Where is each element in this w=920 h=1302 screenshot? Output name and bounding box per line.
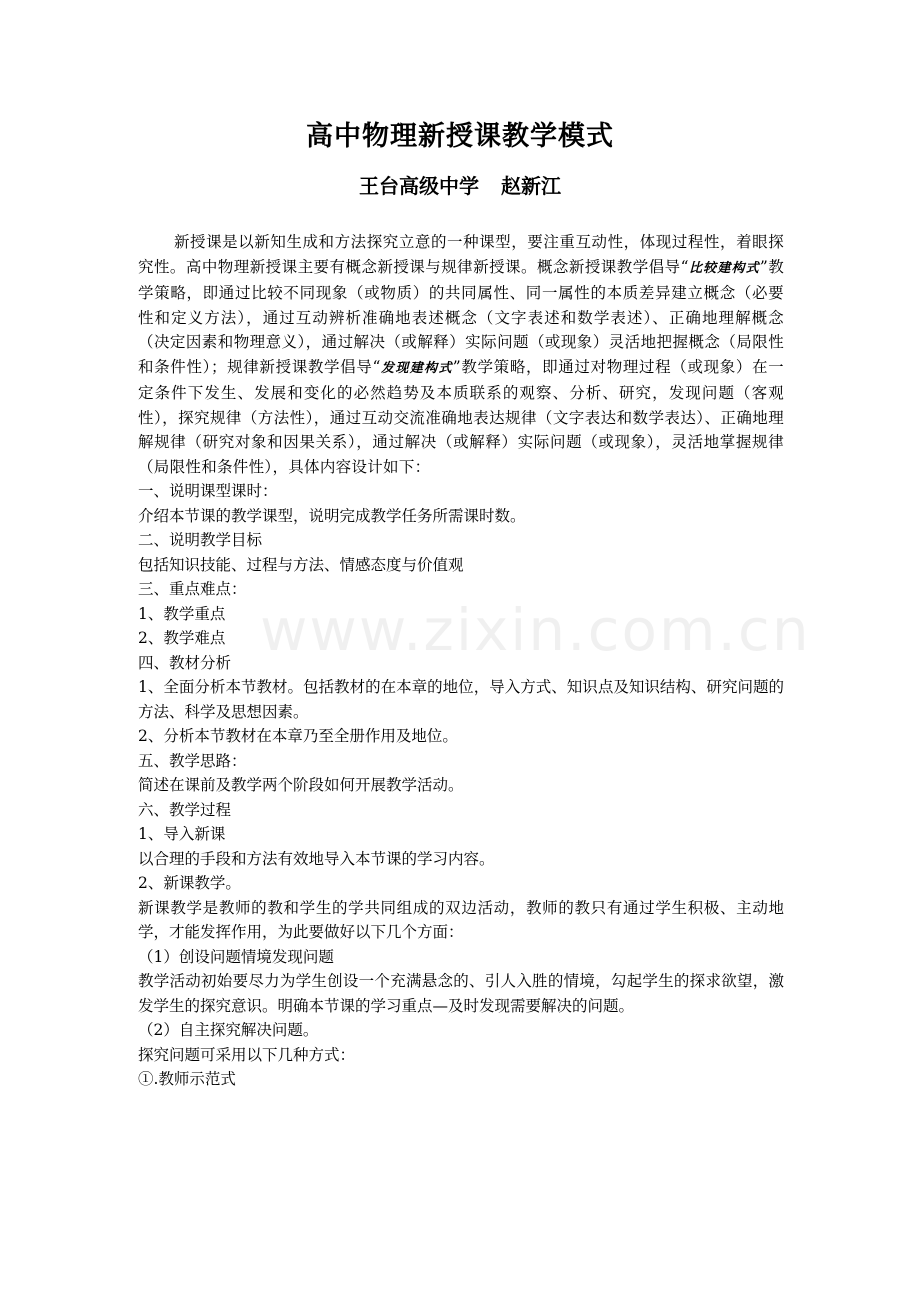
emphasis-term-1: 比较建构式 (688, 260, 760, 276)
heading-6: 六、教学过程 (138, 800, 232, 819)
author-line (0, 170, 920, 199)
list-item: 2、分析本节教材在本章乃至全册作用及地位。 (138, 727, 458, 745)
list-item: 1、教学重点 (138, 604, 226, 623)
text-paragraph: 教学活动初始要尽力为学生创设一个充满悬念的、引人入胜的情境，勾起学生的探求欲望，激发学生的探究意识。明确本节课的学习重点—及时发现需要解决的问题。 (138, 972, 784, 1015)
sub-heading: （1）创设问题情境发现问题 (138, 947, 334, 966)
school-name: 王台高级中学 (359, 174, 479, 198)
list-item: 2、教学难点 (138, 629, 226, 647)
text-line: 包括知识技能、过程与方法、情感态度与价值观 (138, 555, 464, 574)
text-line: 探究问题可采用以下几种方式： (138, 1045, 356, 1064)
intro-text-3: ”教学策略，即通过对物理过程（或现象）在一定条件下发生、发展和变化的必然趋势及本质联系的观察、分析、研究，发现问题（客观性），探究规律（方法性），通过互动交流准确地表达规律（文字表达和数学表达）、正确地理解规律（研究对象和因果关系），通过解决（或解释）实际问题（或现象），灵活地掌握规律（局限性和条件性），具体内容设计如下： (138, 357, 784, 476)
text-paragraph: 新课教学是教师的教和学生的学共同组成的双边活动，教师的教只有通过学生积极、主动地学，才能发挥作用，为此要做好以下几个方面： (138, 898, 784, 941)
sub-heading: （2）自主探究解决问题。 (138, 1021, 319, 1039)
emphasis-term-2: 发现建构式 (380, 360, 453, 376)
heading-2: 二、说明教学目标 (138, 531, 263, 549)
text-line: 介绍本节课的教学课型，说明完成教学任务所需课时数。 (138, 506, 526, 525)
heading-4: 四、教材分析 (138, 653, 232, 672)
heading-1: 一、说明课型课时： (138, 482, 278, 500)
author-name: 赵新江 (501, 174, 561, 198)
document-title: 高中物理新授课教学模式 (306, 121, 614, 152)
list-item: 2、新课教学。 (138, 874, 241, 892)
intro-text-2: ”教学策略，即通过比较不同现象（或物质）的共同属性、同一属性的本质差异建立概念（必要性和定义方法），通过互动辨析准确地表述概念（文字表述和数学表述）、正确地理解概念（决定因素和物理意义），通过解决（或解释）实际问题（或现象）灵活地把握概念（局限性和条件性）；规律新授课教学倡导“ (138, 257, 784, 376)
list-item: 1、全面分析本节教材。包括教材的在本章的地位，导入方式、知识点及知识结构、研究问题的方法、科学及思想因素。 (138, 678, 784, 721)
heading-5: 五、教学思路： (138, 751, 247, 770)
document-body (138, 230, 784, 1092)
text-line: 以合理的手段和方法有效地导入本节课的学习内容。 (138, 849, 495, 868)
list-item: 1、导入新课 (138, 825, 226, 843)
intro-text-1: 新授课是以新知生成和方法探究立意的一种课型，要注重互动性，体现过程性，着眼探究性。高中物理新授课主要有概念新授课与规律新授课。概念新授课教学倡导“ (138, 233, 784, 276)
intro-paragraph (138, 230, 784, 479)
heading-3: 三、重点难点： (138, 580, 247, 598)
watermark: www.zixin.com.cn (260, 596, 811, 664)
text-line: 简述在课前及教学两个阶段如何开展教学活动。 (138, 776, 464, 794)
list-item: ①.教师示范式 (138, 1070, 236, 1088)
